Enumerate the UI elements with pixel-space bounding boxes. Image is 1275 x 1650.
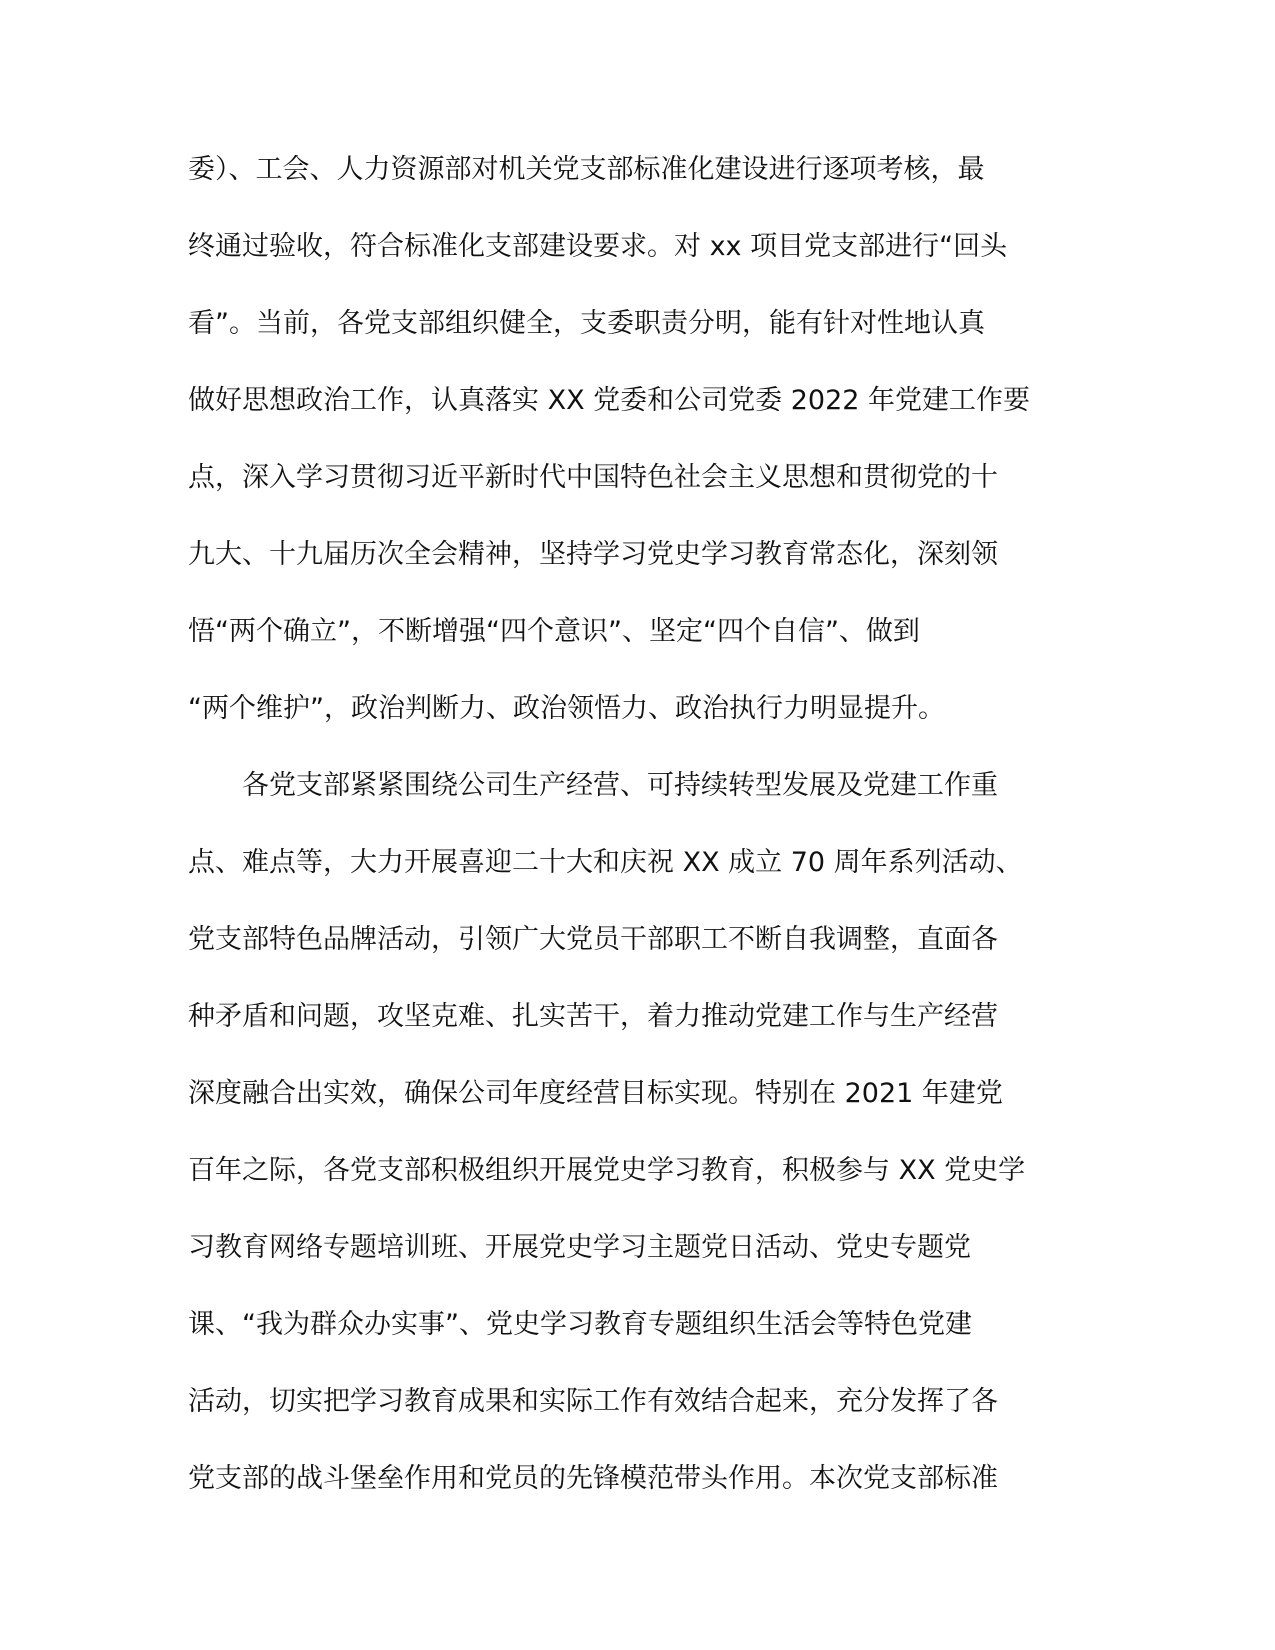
text-line: 党支部特色品牌活动，引领广大党员干部职工不断自我调整，直面各 xyxy=(188,924,998,955)
text-line: 课、“我为群众办实事”、党史学习教育专题组织生活会等特色党建 xyxy=(188,1309,972,1340)
text-line: 活动，切实把学习教育成果和实际工作有效结合起来，充分发挥了各 xyxy=(188,1386,998,1417)
text-line: 终通过验收，符合标准化支部建设要求。对 xx 项目党支部进行“回头 xyxy=(188,231,1008,262)
text-line: 做好思想政治工作，认真落实 XX 党委和公司党委 2022 年党建工作要 xyxy=(188,385,1031,416)
text-line: 习教育网络专题培训班、开展党史学习主题党日活动、党史专题党 xyxy=(188,1232,971,1263)
text-line: 点、难点等，大力开展喜迎二十大和庆祝 XX 成立 70 周年系列活动、 xyxy=(188,847,1023,878)
text-line: 看”。当前，各党支部组织健全，支委职责分明，能有针对性地认真 xyxy=(188,308,985,339)
text-line: 百年之际，各党支部积极组织开展党史学习教育，积极参与 XX 党史学 xyxy=(188,1155,1026,1186)
text-line: 深度融合出实效，确保公司年度经营目标实现。特别在 2021 年建党 xyxy=(188,1078,1003,1109)
text-line: “两个维护”，政治判断力、政治领悟力、政治执行力明显提升。 xyxy=(188,693,945,724)
document-body-text xyxy=(188,140,1088,1526)
text-line: 点，深入学习贯彻习近平新时代中国特色社会主义思想和贯彻党的十 xyxy=(188,462,998,493)
text-line: 九大、十九届历次全会精神，坚持学习党史学习教育常态化，深刻领 xyxy=(188,539,998,570)
text-line: 悟“两个确立”，不断增强“四个意识”、坚定“四个自信”、做到 xyxy=(188,616,920,647)
text-line: 委）、工会、人力资源部对机关党支部标准化建设进行逐项考核，最 xyxy=(188,154,985,185)
text-line: 党支部的战斗堡垒作用和党员的先锋模范带头作用。本次党支部标准 xyxy=(188,1463,998,1494)
text-line: 种矛盾和问题，攻坚克难、扎实苦干，着力推动党建工作与生产经营 xyxy=(188,1001,998,1032)
paragraph-start-line: 各党支部紧紧围绕公司生产经营、可持续转型发展及党建工作重 xyxy=(188,770,998,801)
